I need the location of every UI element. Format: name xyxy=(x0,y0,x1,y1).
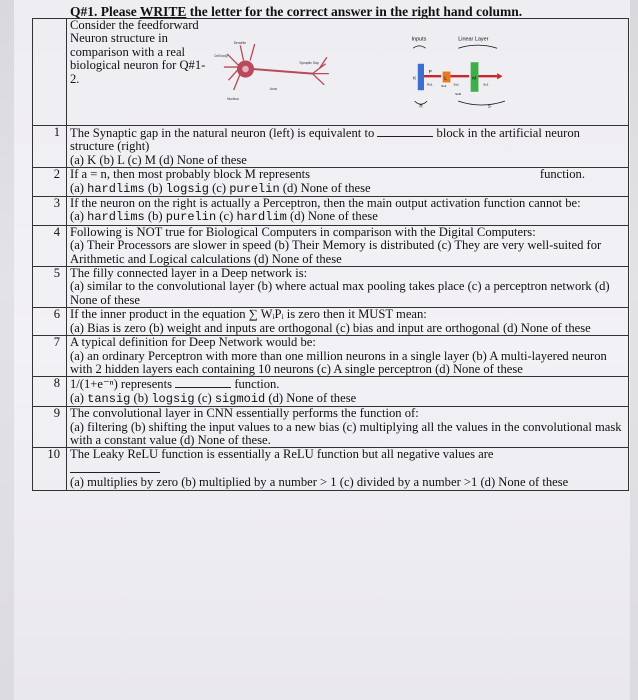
svg-text:Sx1: Sx1 xyxy=(453,82,459,87)
svg-text:P: P xyxy=(428,69,432,75)
svg-text:M: M xyxy=(472,75,477,81)
question-row-8: 8 1/(1+e⁻ⁿ) represents function. (a) tansig (b) logsig (c) sigmoid (d) None of these xyxy=(33,377,629,407)
label-linear-layer: Linear Layer xyxy=(458,36,489,43)
output-arrowhead xyxy=(497,73,502,79)
question-row-2: 2 If a = n, then most probably block M represents function. (a) hardlims (b) logsig (c) purelin (d) None of these xyxy=(33,168,629,197)
svg-text:K: K xyxy=(413,75,417,81)
question-1-answers: (a) K (b) L (c) M (d) None of these xyxy=(70,152,247,167)
svg-text:R: R xyxy=(419,103,423,109)
question-row-9: 9 The convolutional layer in CNN essentially performs the function of: (a) filtering (b) shifting the input values to a new bias (c) multiplying all the values in the convolutional mask with a constant value (d) None of these. xyxy=(33,407,629,448)
question-row-1: 1 The Synaptic gap in the natural neuron (left) is equivalent to block in the artificial neuron structure (right) (a) K (b) L (c) M (d) None of these xyxy=(33,126,629,168)
question-row-10: 10 The Leaky ReLU function is essentially a ReLU function but all negative values are (a) multiplies by zero (b) multiplied by a number > 1 (c) divided by a number >1 (d) None of these xyxy=(33,448,629,490)
question-row-4: 4 Following is NOT true for Biological Computers in comparison with the Digital Computers: (a) Their Processors are slower in speed (b) Their Memory is distributed (c) They are very well-suited for Arithmetic and Logical calculations (d) None of these xyxy=(33,225,629,266)
block-k xyxy=(418,64,424,90)
biological-neuron-figure xyxy=(214,22,424,122)
inputs-brace xyxy=(413,46,425,48)
worksheet-page xyxy=(14,0,630,700)
label-cell-body: Cell body xyxy=(214,54,228,59)
label-axon: Axon xyxy=(269,87,278,92)
label-nucleus: Nucleus xyxy=(227,96,239,101)
svg-text:SxR: SxR xyxy=(455,91,461,96)
question-row-3: 3 If the neuron on the right is actually a Perceptron, then the main output activation function cannot be: (a) hardlims (b) purelin (c) hardlim (d) None of these xyxy=(33,197,629,226)
label-inputs: Inputs xyxy=(411,36,427,43)
svg-text:L: L xyxy=(444,75,447,81)
layer-brace xyxy=(458,45,497,48)
question-title: Q#1. Please WRITE the letter for the correct answer in the right hand column. xyxy=(70,4,523,19)
artificial-neuron-diagram xyxy=(396,20,536,120)
question-row-7: 7 A typical definition for Deep Network would be: (a) an ordinary Perceptron with more than one million neurons in a single layer (b) A multi-layered neuron with 2 hidden layers each containing 10 neurons (c) A single perceptron (d) None of these xyxy=(33,336,629,377)
svg-text:Rx1: Rx1 xyxy=(427,82,433,87)
label-synaptic-gap: Synaptic Gap xyxy=(299,60,319,65)
answer-blank xyxy=(175,377,231,388)
label-dendrite: Dendrite xyxy=(233,41,247,46)
intro-text: Consider the feedforward Neuron structure in comparison with a real biological neuron for Q#1-2. xyxy=(70,18,206,86)
nucleus xyxy=(242,66,249,73)
svg-text:Sx1: Sx1 xyxy=(441,84,447,89)
svg-text:Sx1: Sx1 xyxy=(483,82,489,87)
question-row-5: 5 The filly connected layer in a Deep network is: (a) similar to the convolutional layer (b) where actual max pooling takes place (c) a perceptron network (d) None of these xyxy=(33,267,629,308)
answer-blank xyxy=(70,462,160,473)
answer-blank xyxy=(377,126,433,137)
svg-text:S: S xyxy=(487,103,491,109)
question-row-6: 6 If the inner product in the equation ∑ WᵢPᵢ is zero then it MUST mean: (a) Bias is zero (b) weight and inputs are orthogonal (c) bias and input are orthogonal (d) None of these xyxy=(33,308,629,336)
